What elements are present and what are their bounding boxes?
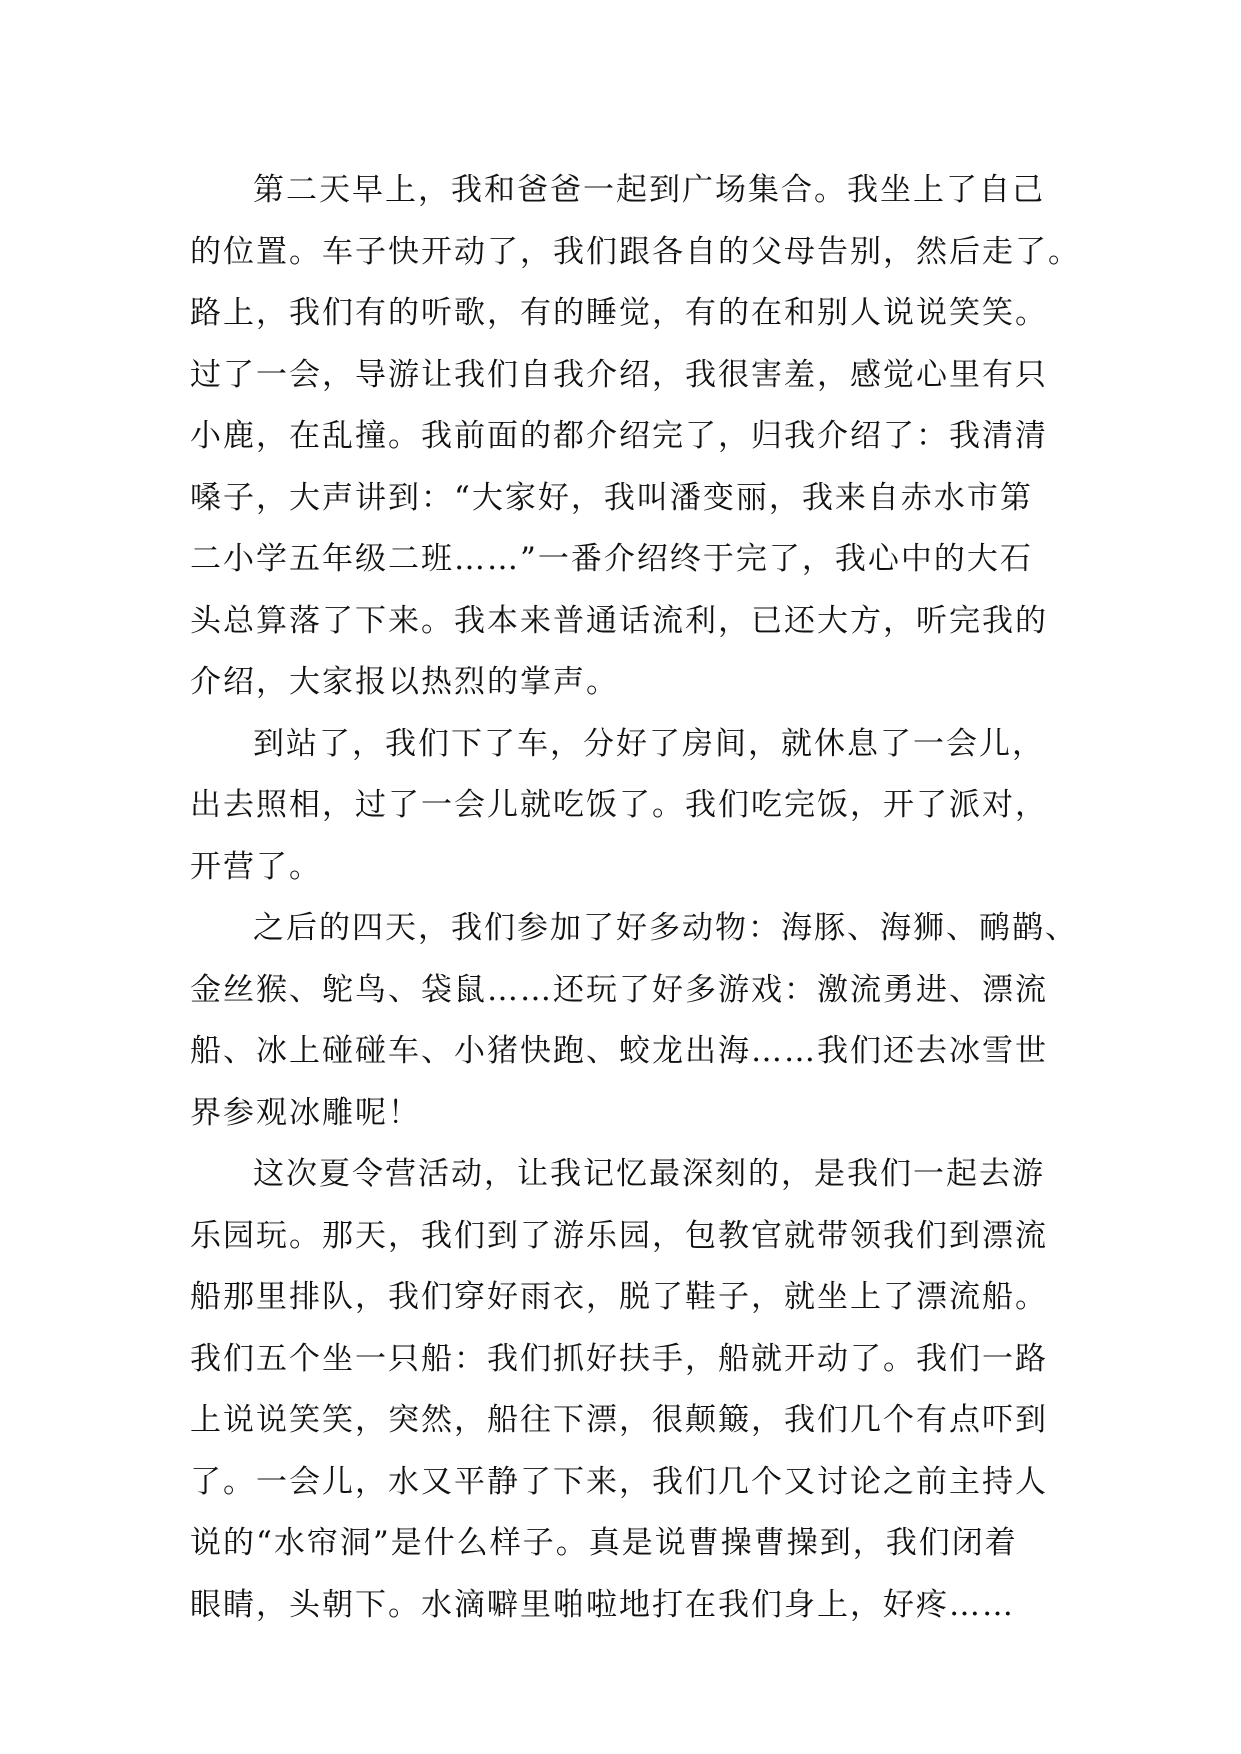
paragraph-3	[190, 898, 1078, 1144]
text-line: 界参观冰雕呢！	[190, 1094, 421, 1131]
text-line: 头总算落了下来。我本来普通话流利，已还大方，听完我的	[190, 602, 1048, 639]
text-line: 二小学五年级二班……”一番介绍终于完了，我心中的大石	[190, 541, 1033, 577]
text-line: 开营了。	[190, 848, 322, 885]
text-line: 的位置。车子快开动了，我们跟各自的父母告别，然后走了。	[190, 233, 1081, 270]
text-line: 乐园玩。那天，我们到了游乐园，包教官就带领我们到漂流	[190, 1217, 1048, 1254]
text-line: 了。一会儿，水又平静了下来，我们几个又讨论之前主持人	[190, 1463, 1048, 1500]
text-line: 过了一会，导游让我们自我介绍，我很害羞，感觉心里有只	[190, 356, 1048, 393]
text-line: 到站了，我们下了车，分好了房间，就休息了一会儿，	[253, 725, 1045, 762]
text-line: 眼睛，头朝下。水滴噼里啪啦地打在我们身上，好疼……	[190, 1586, 1015, 1623]
paragraph-1	[190, 160, 1081, 714]
paragraph-4	[190, 1144, 1070, 1636]
text-line: 我们五个坐一只船：我们抓好扶手，船就开动了。我们一路	[190, 1340, 1048, 1377]
text-line: 船那里排队，我们穿好雨衣，脱了鞋子，就坐上了漂流船。	[190, 1279, 1048, 1315]
document-body	[190, 160, 1081, 1636]
paragraph-2	[190, 714, 1070, 899]
text-line: 金丝猴、鸵鸟、袋鼠……还玩了好多游戏：激流勇进、漂流	[190, 971, 1048, 1008]
text-line: 出去照相，过了一会儿就吃饭了。我们吃完饭，开了派对，	[190, 787, 1048, 823]
text-line: 上说说笑笑，突然，船往下漂，很颠簸，我们几个有点吓到	[190, 1402, 1048, 1438]
text-line: 路上，我们有的听歌，有的睡觉，有的在和别人说说笑笑。	[190, 295, 1048, 331]
text-line: 嗓子，大声讲到：“大家好，我叫潘变丽，我来自赤水市第	[190, 479, 1033, 516]
text-line: 介绍，大家报以热烈的掌声。	[190, 664, 619, 700]
text-line: 小鹿，在乱撞。我前面的都介绍完了，归我介绍了：我清清	[190, 418, 1048, 454]
text-line: 这次夏令营活动，让我记忆最深刻的，是我们一起去游	[253, 1156, 1045, 1192]
text-line: 船、冰上碰碰车、小猪快跑、蛟龙出海……我们还去冰雪世	[190, 1033, 1048, 1069]
text-line: 第二天早上，我和爸爸一起到广场集合。我坐上了自己	[253, 172, 1045, 208]
text-line: 之后的四天，我们参加了好多动物：海豚、海狮、鸸鹋、	[253, 910, 1078, 946]
text-line: 说的“水帘洞”是什么样子。真是说曹操曹操到，我们闭着	[190, 1525, 1018, 1561]
